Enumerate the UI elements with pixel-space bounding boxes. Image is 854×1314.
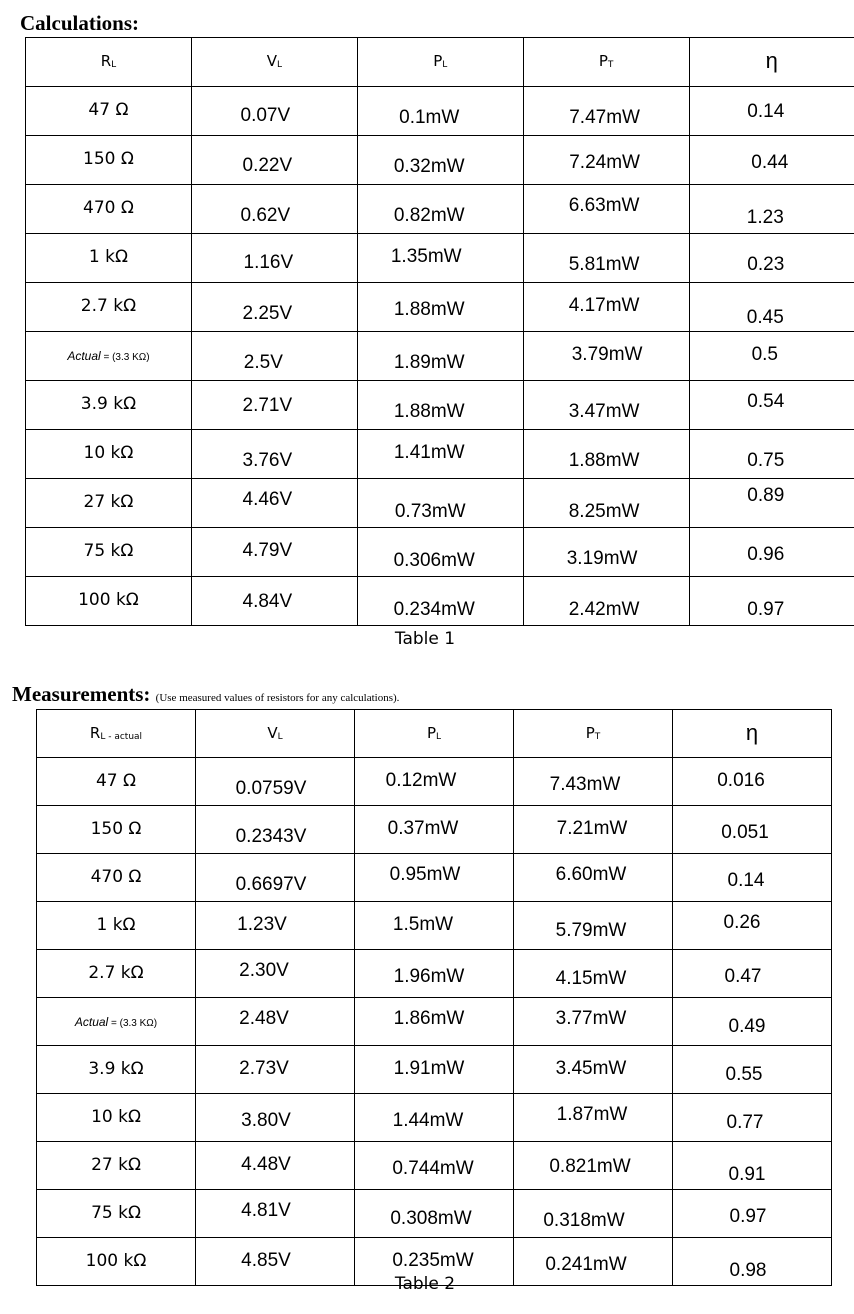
header-pt [514,710,673,758]
cell-value: 1 kΩ [88,247,128,267]
cell-value: 3.9 kΩ [80,394,137,414]
cell-value: 0.1mW [399,107,460,128]
cell-eta [689,283,854,332]
cell-pl [355,854,514,902]
table-row [37,854,832,902]
table-row [37,1142,832,1190]
cell-value: 0.91 [728,1164,766,1185]
table-row [37,1094,832,1142]
header-rl-symbol: R [100,52,112,70]
cell-rl [26,430,192,479]
cell-value: 0.22V [242,155,293,176]
calculations-heading: Calculations: [20,11,140,35]
cell-value: 2.7 kΩ [80,296,137,316]
cell-pt [514,854,673,902]
header-rl-subscript: L - actual [100,732,143,742]
cell-vl [196,1046,355,1094]
cell-pt [523,136,689,185]
cell-value: 3.45mW [555,1058,627,1079]
table-row [26,283,854,332]
cell-value: 4.84V [242,591,293,612]
cell-vl [191,87,357,136]
cell-value: 4.46V [242,489,293,510]
cell-eta [689,528,854,577]
cell-value: 1.5mW [392,914,454,935]
cell-value: 0.82mW [393,205,465,226]
cell-pt [514,902,673,950]
cell-value: 0.235mW [392,1250,474,1271]
cell-pl [355,806,514,854]
cell-value: 47 Ω [88,100,129,120]
cell-value: 1.41mW [393,442,465,463]
header-rl-text [26,52,191,70]
cell-value: 0.241mW [545,1254,627,1275]
cell-value: 0.32mW [393,156,465,177]
cell-value: 1.91mW [393,1058,465,1079]
cell-pl [355,1046,514,1094]
cell-value: 7.24mW [569,152,640,173]
table-row [26,381,854,430]
cell-pt [514,806,673,854]
cell-value: 0.016 [717,770,765,791]
cell-pt [523,381,689,430]
header-row [37,710,832,758]
cell-pl [357,136,523,185]
cell-value: 2.30V [239,960,289,981]
header-vl [191,38,357,87]
cell-pt [523,332,689,381]
cell-value: 4.17mW [568,295,640,316]
cell-pl [357,234,523,283]
cell-value: 3.47mW [568,401,640,422]
cell-pt [523,577,689,626]
table-row [37,950,832,998]
cell-value: 6.63mW [568,195,640,216]
header-rl [37,710,196,758]
cell-eta [673,806,832,854]
cell-value: 0.44 [751,152,789,173]
cell-rl [26,136,192,185]
header-pl-subscript: L [442,60,448,70]
cell-rl [37,806,196,854]
header-rl [26,38,192,87]
cell-vl [191,332,357,381]
cell-value: 2.42mW [568,599,640,620]
cell-eta [689,234,854,283]
cell-rl [26,577,192,626]
cell-value: 0.47 [724,966,762,987]
header-vl [196,710,355,758]
cell-value: 0.5 [751,344,778,365]
header-eta [689,38,854,87]
cell-value: 7.47mW [569,107,640,128]
cell-eta [689,577,854,626]
cell-value: 2.25V [242,303,293,324]
cell-eta [673,1238,832,1286]
cell-value: 27 kΩ [83,492,134,512]
header-rl-subscript: L [111,60,117,70]
cell-eta [673,950,832,998]
cell-pl [355,1094,514,1142]
cell-value: 0.97 [747,599,785,620]
cell-pl [357,479,523,528]
cell-pt [523,430,689,479]
cell-pt [523,479,689,528]
cell-value: 0.14 [727,870,765,891]
cell-pl [357,528,523,577]
cell-pl [355,950,514,998]
cell-value: 0.07V [240,105,291,126]
header-rl-text [37,724,195,742]
cell-pl [357,577,523,626]
header-pt [523,38,689,87]
cell-value: 75 kΩ [83,541,134,561]
cell-pt [514,1190,673,1238]
cell-value: 0.77 [726,1112,764,1133]
cell-eta [689,430,854,479]
header-vl-text [192,52,357,70]
cell-value: 4.85V [241,1250,291,1271]
cell-eta [689,136,854,185]
header-pt-subscript: T [607,60,614,70]
cell-value: 0.26 [723,912,761,933]
cell-eta [673,1094,832,1142]
cell-value: 1.44mW [392,1110,464,1131]
cell-rl [37,1094,196,1142]
cell-pl [355,758,514,806]
table-row [26,185,854,234]
cell-value: 0.49 [728,1016,766,1037]
cell-vl [191,528,357,577]
cell-value: 3.76V [242,450,293,471]
cell-value: 0.54 [747,391,785,412]
table-row [26,577,854,626]
cell-value: 4.48V [241,1154,291,1175]
cell-vl [196,950,355,998]
header-row [26,38,854,87]
actual-value: = (3.3 KΩ) [108,1018,158,1029]
cell-value: 1.16V [243,252,294,273]
cell-rl [26,87,192,136]
cell-value: 1.87mW [556,1104,628,1125]
cell-value: 470 Ω [83,198,134,218]
cell-value: 7.21mW [556,818,628,839]
cell-value: 0.37mW [387,818,459,839]
cell-vl [196,854,355,902]
header-pl [355,710,514,758]
cell-vl [196,902,355,950]
cell-pt [514,950,673,998]
table-row [26,136,854,185]
header-vl-subscript: L [277,732,283,742]
cell-eta [673,1190,832,1238]
table-row [37,1046,832,1094]
cell-value: 4.79V [242,540,293,561]
cell-vl [191,430,357,479]
header-pl-text [355,724,513,742]
table-row [26,234,854,283]
cell-value: 0.308mW [390,1208,472,1229]
cell-pt [514,1238,673,1286]
measurements-heading [12,684,399,705]
measurements-heading-text: Measurements: [12,682,151,706]
eta-symbol: η [765,48,778,73]
cell-rl [37,1238,196,1286]
cell-pl [355,1190,514,1238]
header-pl-symbol: P [426,724,437,742]
cell-vl [191,185,357,234]
cell-value: 0.6697V [235,874,307,895]
cell-eta [673,758,832,806]
cell-rl [37,758,196,806]
header-pt-text [514,724,672,742]
cell-value: 0.95mW [389,864,461,885]
cell-value: 0.14 [747,101,785,122]
actual-label: Actual [74,1015,109,1029]
cell-value: 5.81mW [568,254,640,275]
cell-value: 0.45 [746,307,784,328]
cell-rl [37,902,196,950]
cell-value: 0.306mW [393,550,475,571]
header-pt-symbol: P [598,52,608,70]
cell-vl [191,577,357,626]
cell-value: 0.821mW [549,1156,631,1177]
cell-value: 10 kΩ [83,443,134,463]
cell-value: 1.88mW [393,299,465,320]
cell-value: 1.96mW [393,966,465,987]
cell-value: 0.89 [747,485,785,506]
cell-vl [191,136,357,185]
cell-eta [689,381,854,430]
table-row [37,758,832,806]
cell-vl [196,758,355,806]
cell-value: 1.23 [746,207,784,228]
cell-pl [357,185,523,234]
measurements-table [36,709,832,1286]
cell-value: 1.35mW [390,246,462,267]
cell-value: 0.744mW [392,1158,474,1179]
cell-rl [37,1190,196,1238]
table-row [37,998,832,1046]
cell-value: 0.0759V [235,778,307,799]
cell-rl [26,283,192,332]
cell-vl [196,1190,355,1238]
eta-symbol: η [745,720,759,745]
cell-pl [355,1142,514,1190]
cell-eta [673,854,832,902]
cell-vl [196,1142,355,1190]
cell-rl [26,185,192,234]
cell-rl [37,854,196,902]
cell-pt [514,758,673,806]
cell-eta [673,998,832,1046]
cell-value: 0.75 [747,450,785,471]
cell-value: 2.7 kΩ [88,963,144,983]
cell-value: 3.79mW [571,344,643,365]
cell-value: 75 kΩ [91,1203,141,1223]
cell-pt [523,87,689,136]
actual-value: = (3.3 KΩ) [100,352,150,363]
cell-value: 47 Ω [95,771,137,791]
cell-pl [355,902,514,950]
cell-eta [673,1046,832,1094]
cell-pt [514,1046,673,1094]
cell-rl [37,998,196,1046]
cell-value: 0.318mW [543,1210,625,1231]
cell-value: 0.051 [721,822,769,843]
cell-vl [196,1094,355,1142]
table-2-caption: Table 2 [394,1274,456,1294]
cell-vl [196,998,355,1046]
table-row [37,806,832,854]
cell-value: 0.62V [240,205,291,226]
cell-value: 2.5V [243,352,283,373]
cell-vl [191,234,357,283]
cell-value: 1.88mW [393,401,465,422]
cell-value: 1.88mW [568,450,640,471]
cell-eta [673,902,832,950]
cell-value: 0.97 [729,1206,767,1227]
header-vl-subscript: L [276,60,282,70]
header-eta [673,710,832,758]
cell-value: 0.96 [747,544,785,565]
cell-value: 0.98 [729,1260,767,1281]
cell-value: 0.234mW [393,599,475,620]
cell-value: 2.71V [242,395,293,416]
cell-rl [26,234,192,283]
cell-vl [196,806,355,854]
calculations-table [25,37,854,626]
cell-value: 100 kΩ [78,590,139,610]
cell-pl [357,381,523,430]
header-pl [357,38,523,87]
cell-value [26,349,191,363]
cell-value: 150 Ω [90,819,142,839]
cell-rl [37,1046,196,1094]
table-row [26,430,854,479]
cell-vl [191,283,357,332]
header-vl-symbol: V [266,52,277,70]
measurements-note: (Use measured values of resistors for any calculations). [155,692,400,704]
cell-vl [196,1238,355,1286]
cell-value: 0.2343V [235,826,307,847]
header-pl-text [358,52,523,70]
cell-value: 5.79mW [555,920,627,941]
cell-pl [355,998,514,1046]
header-vl-symbol: V [267,724,278,742]
cell-value: 470 Ω [90,867,142,887]
cell-value: 7.43mW [549,774,621,795]
table-row [37,902,832,950]
cell-vl [191,381,357,430]
cell-value: 3.19mW [566,548,638,569]
header-pt-symbol: P [585,724,595,742]
cell-value: 27 kΩ [91,1155,141,1175]
cell-rl [37,950,196,998]
cell-value: 1.89mW [393,352,465,373]
header-pt-subscript: T [594,732,601,742]
cell-value: 1 kΩ [96,915,136,935]
cell-eta [689,479,854,528]
cell-value: 4.15mW [555,968,627,989]
cell-pt [514,1142,673,1190]
cell-pt [523,234,689,283]
cell-pt [514,1094,673,1142]
table-row [26,332,854,381]
cell-rl [26,381,192,430]
header-rl-symbol: R [89,724,101,742]
cell-value: 0.23 [747,254,785,275]
table-row [26,479,854,528]
table-row [26,528,854,577]
cell-value: 0.12mW [385,770,457,791]
cell-vl [191,479,357,528]
cell-pt [523,283,689,332]
cell-value: 3.9 kΩ [88,1059,144,1079]
cell-value: 2.48V [239,1008,289,1029]
cell-value: 1.23V [237,914,287,935]
cell-value: 6.60mW [555,864,627,885]
cell-value: 0.55 [725,1064,763,1085]
cell-rl [37,1142,196,1190]
cell-eta [689,332,854,381]
header-vl-text [196,724,354,742]
cell-pt [523,185,689,234]
table-1-caption: Table 1 [394,629,456,649]
cell-pt [514,998,673,1046]
cell-rl [26,528,192,577]
cell-pl [357,332,523,381]
cell-pl [357,430,523,479]
cell-pl [357,283,523,332]
cell-pt [523,528,689,577]
header-pt-text [524,52,689,70]
cell-value: 150 Ω [83,149,134,169]
table-row [26,87,854,136]
cell-value: 3.77mW [555,1008,627,1029]
cell-value: 3.80V [241,1110,291,1131]
cell-eta [689,87,854,136]
cell-value: 4.81V [241,1200,291,1221]
cell-value: 8.25mW [568,501,640,522]
cell-rl [26,332,192,381]
table-row [37,1190,832,1238]
cell-value: 100 kΩ [85,1251,147,1271]
cell-eta [689,185,854,234]
cell-value: 0.73mW [394,501,466,522]
cell-eta [673,1142,832,1190]
cell-value: 10 kΩ [91,1107,141,1127]
actual-label: Actual [67,349,101,363]
cell-value: 2.73V [239,1058,289,1079]
cell-rl [26,479,192,528]
cell-pl [357,87,523,136]
cell-value [37,1015,195,1029]
header-pl-subscript: L [436,732,442,742]
cell-value: 1.86mW [393,1008,465,1029]
header-pl-symbol: P [433,52,443,70]
